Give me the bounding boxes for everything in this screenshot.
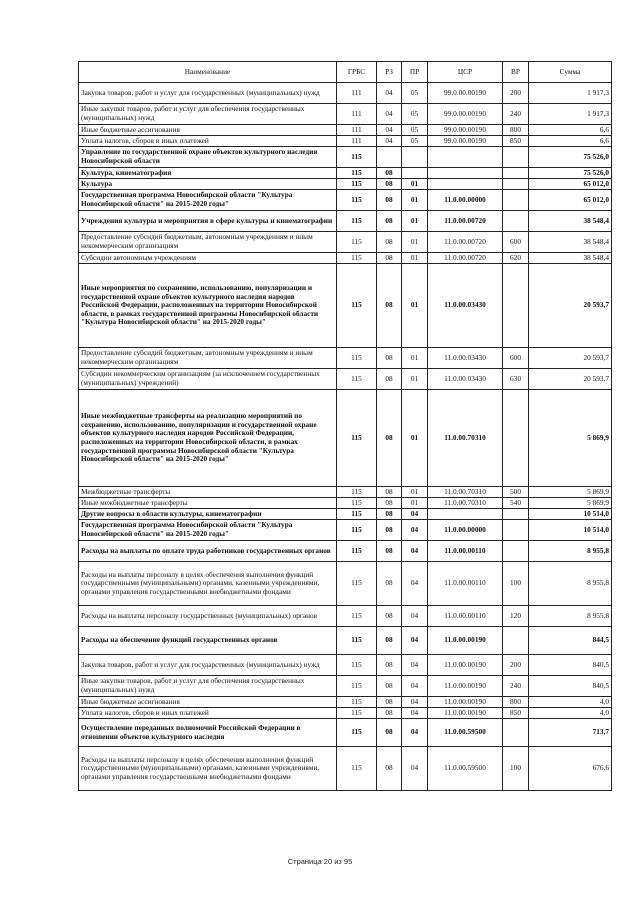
table-row [79, 627, 612, 655]
cell-pr: 04 [402, 655, 428, 676]
cell-vr: 240 [503, 676, 529, 697]
cell-pr: 04 [402, 562, 428, 606]
cell-sum: 4,0 [529, 708, 612, 719]
cell-sum: 676,6 [529, 747, 612, 791]
cell-vr [503, 168, 529, 179]
cell-csr: 11.0.00.03430 [428, 369, 503, 390]
cell-vr [503, 627, 529, 655]
cell-pr [402, 168, 428, 179]
table-row [79, 520, 612, 541]
table-row [79, 136, 612, 147]
cell-csr: 99.0.00.00190 [428, 125, 503, 136]
cell-name: Осуществление переданных полномочий Российской Федерации в отношении объектов культурного наследия [79, 719, 337, 747]
cell-sum: 5 869,9 [529, 487, 612, 498]
cell-csr: 11.0.00.00720 [428, 232, 503, 253]
cell-sum: 75 526,0 [529, 147, 612, 168]
cell-rz: 08 [377, 369, 402, 390]
cell-csr [428, 147, 503, 168]
cell-csr: 11.0.00.00190 [428, 697, 503, 708]
cell-sum: 6,6 [529, 136, 612, 147]
cell-sum: 1 917,3 [529, 104, 612, 125]
cell-name: Расходы на обеспечение функций государственных органов [79, 627, 337, 655]
cell-name: Учреждения культуры и мероприятия в сфере культуры и кинематографии [79, 211, 337, 232]
cell-csr: 11.0.00.00720 [428, 211, 503, 232]
cell-sum: 5 869,9 [529, 390, 612, 487]
cell-csr: 11.0.00.00110 [428, 606, 503, 627]
cell-csr: 99.0.00.00190 [428, 83, 503, 104]
cell-rz: 08 [377, 211, 402, 232]
table-row [79, 676, 612, 697]
cell-pr [402, 147, 428, 168]
cell-pr: 04 [402, 747, 428, 791]
cell-sum: 20 593,7 [529, 348, 612, 369]
cell-csr: 11.0.00.59500 [428, 747, 503, 791]
cell-grbs: 115 [337, 369, 377, 390]
cell-name: Предоставление субсидий бюджетным, автономным учреждениям и иным некоммерческим организациям [79, 348, 337, 369]
header-grbs: ГРБС [337, 62, 377, 83]
cell-grbs: 115 [337, 168, 377, 179]
cell-rz [377, 147, 402, 168]
table-row [79, 253, 612, 264]
cell-vr: 200 [503, 83, 529, 104]
cell-rz: 08 [377, 541, 402, 562]
cell-vr: 800 [503, 125, 529, 136]
cell-rz: 08 [377, 655, 402, 676]
cell-pr: 01 [402, 179, 428, 190]
cell-rz: 08 [377, 232, 402, 253]
table-row [79, 655, 612, 676]
cell-csr: 11.0.00.00000 [428, 190, 503, 211]
cell-vr [503, 390, 529, 487]
page-number: Страница 20 из 95 [287, 857, 353, 866]
cell-sum: 4,0 [529, 697, 612, 708]
cell-vr: 620 [503, 253, 529, 264]
cell-grbs: 111 [337, 125, 377, 136]
cell-csr [428, 509, 503, 520]
cell-pr: 04 [402, 627, 428, 655]
cell-vr: 800 [503, 697, 529, 708]
cell-csr: 11.0.00.70310 [428, 487, 503, 498]
cell-grbs: 115 [337, 264, 377, 348]
cell-vr: 600 [503, 232, 529, 253]
header-rz: РЗ [377, 62, 402, 83]
header-vr: ВР [503, 62, 529, 83]
cell-vr [503, 147, 529, 168]
cell-name: Закупка товаров, работ и услуг для государственных (муниципальных) нужд [79, 83, 337, 104]
table-row [79, 83, 612, 104]
budget-table [78, 61, 612, 791]
cell-rz: 08 [377, 697, 402, 708]
table-header-row [79, 62, 612, 83]
cell-vr [503, 719, 529, 747]
table-row [79, 211, 612, 232]
cell-csr [428, 179, 503, 190]
cell-grbs: 115 [337, 190, 377, 211]
cell-name: Иные мероприятия по сохранению, использованию, популяризации и государственной охране объектов культурного наследия народов Российской Федерации, расположенных на территории Новосибирской области, в рамках государственной программы Новосибирской области "Культура Новосибирской области" на 2015-2020 годы" [79, 264, 337, 348]
cell-name: Расходы на выплаты по оплате труда работников государственных органов [79, 541, 337, 562]
cell-name: Иные межбюджетные трансферты на реализацию мероприятий по сохранению, использованию, популяризации и государственной охране объектов культурного наследия народов Российской Федерации, расположенных на территории Новосибирской области, в рамках государственной программы Новосибирской области "Культура Новосибирской области" на 2015-2020 годы" [79, 390, 337, 487]
cell-grbs: 111 [337, 83, 377, 104]
cell-pr: 05 [402, 136, 428, 147]
cell-sum: 65 012,0 [529, 179, 612, 190]
cell-vr: 100 [503, 747, 529, 791]
cell-grbs: 115 [337, 627, 377, 655]
cell-sum: 8 955,8 [529, 606, 612, 627]
cell-pr: 01 [402, 253, 428, 264]
cell-vr: 850 [503, 708, 529, 719]
table-row [79, 264, 612, 348]
table-row [79, 606, 612, 627]
cell-vr [503, 541, 529, 562]
cell-pr: 01 [402, 390, 428, 487]
cell-pr: 01 [402, 232, 428, 253]
cell-name: Государственная программа Новосибирской области "Культура Новосибирской области" на 2015-2020 годы" [79, 190, 337, 211]
cell-name: Культура [79, 179, 337, 190]
header-name: Наименование [79, 62, 337, 83]
cell-pr: 01 [402, 348, 428, 369]
cell-rz: 04 [377, 104, 402, 125]
cell-vr: 240 [503, 104, 529, 125]
cell-vr: 850 [503, 136, 529, 147]
cell-name: Субсидии автономным учреждениям [79, 253, 337, 264]
cell-grbs: 115 [337, 541, 377, 562]
table-row [79, 562, 612, 606]
table-row [79, 179, 612, 190]
cell-grbs: 115 [337, 509, 377, 520]
cell-rz: 08 [377, 562, 402, 606]
cell-csr: 99.0.00.00190 [428, 104, 503, 125]
table-body [79, 83, 612, 791]
cell-pr: 01 [402, 190, 428, 211]
cell-sum: 8 955,8 [529, 541, 612, 562]
cell-pr: 01 [402, 498, 428, 509]
cell-name: Расходы на выплаты персоналу государственных (муниципальных) органов [79, 606, 337, 627]
table-row [79, 348, 612, 369]
cell-rz: 04 [377, 136, 402, 147]
cell-vr [503, 509, 529, 520]
cell-grbs: 115 [337, 697, 377, 708]
cell-sum: 10 514,0 [529, 520, 612, 541]
header-sum: Сумма [529, 62, 612, 83]
cell-vr [503, 264, 529, 348]
cell-rz: 08 [377, 719, 402, 747]
cell-csr: 11.0.00.00190 [428, 676, 503, 697]
cell-csr: 11.0.00.03430 [428, 264, 503, 348]
cell-grbs: 115 [337, 179, 377, 190]
cell-pr: 01 [402, 264, 428, 348]
cell-pr: 04 [402, 697, 428, 708]
cell-pr: 01 [402, 211, 428, 232]
table-row [79, 697, 612, 708]
table-row [79, 390, 612, 487]
cell-rz: 08 [377, 676, 402, 697]
cell-name: Иные бюджетные ассигнования [79, 697, 337, 708]
cell-rz: 08 [377, 190, 402, 211]
cell-grbs: 115 [337, 390, 377, 487]
cell-pr: 01 [402, 487, 428, 498]
cell-rz: 08 [377, 253, 402, 264]
table-row [79, 104, 612, 125]
table-row [79, 487, 612, 498]
table-row [79, 190, 612, 211]
cell-name: Уплата налогов, сборов и иных платежей [79, 136, 337, 147]
cell-name: Иные бюджетные ассигнования [79, 125, 337, 136]
cell-vr [503, 190, 529, 211]
cell-pr: 04 [402, 509, 428, 520]
cell-name: Расходы на выплаты персоналу в целях обеспечения выполнения функций государственными (муниципальными) органами, казенными учреждениями, органами управления государственными внебюджетными фондами [79, 747, 337, 791]
table-row [79, 509, 612, 520]
cell-rz: 08 [377, 487, 402, 498]
cell-grbs: 115 [337, 253, 377, 264]
cell-csr: 11.0.00.70310 [428, 498, 503, 509]
cell-csr: 11.0.00.00110 [428, 562, 503, 606]
cell-csr: 99.0.00.00190 [428, 136, 503, 147]
cell-grbs: 115 [337, 719, 377, 747]
cell-grbs: 115 [337, 606, 377, 627]
cell-vr: 100 [503, 562, 529, 606]
cell-rz: 04 [377, 125, 402, 136]
cell-sum: 844,5 [529, 627, 612, 655]
cell-grbs: 115 [337, 211, 377, 232]
cell-rz: 08 [377, 708, 402, 719]
cell-grbs: 115 [337, 520, 377, 541]
cell-name: Иные закупки товаров, работ и услуг для обеспечения государственных (муниципальных) нужд [79, 676, 337, 697]
cell-sum: 38 548,4 [529, 253, 612, 264]
cell-pr: 04 [402, 541, 428, 562]
cell-vr: 120 [503, 606, 529, 627]
cell-sum: 1 917,3 [529, 83, 612, 104]
cell-vr [503, 520, 529, 541]
cell-sum: 38 548,4 [529, 232, 612, 253]
cell-grbs: 115 [337, 348, 377, 369]
cell-sum: 75 526,0 [529, 168, 612, 179]
cell-pr: 04 [402, 676, 428, 697]
cell-sum: 840,5 [529, 676, 612, 697]
cell-rz: 08 [377, 606, 402, 627]
cell-sum: 38 548,4 [529, 211, 612, 232]
cell-csr [428, 168, 503, 179]
cell-rz: 08 [377, 520, 402, 541]
cell-sum: 840,5 [529, 655, 612, 676]
cell-name: Иные закупки товаров, работ и услуг для обеспечения государственных (муниципальных) нужд [79, 104, 337, 125]
cell-csr: 11.0.00.00190 [428, 655, 503, 676]
cell-rz: 08 [377, 509, 402, 520]
header-csr: ЦСР [428, 62, 503, 83]
cell-name: Другие вопросы в области культуры, кинематографии [79, 509, 337, 520]
cell-rz: 08 [377, 498, 402, 509]
cell-csr: 11.0.00.70310 [428, 390, 503, 487]
cell-name: Расходы на выплаты персоналу в целях обеспечения выполнения функций государственными (муниципальными) органами, казенными учреждениями, органами управления государственными внебюджетными фондами [79, 562, 337, 606]
cell-grbs: 115 [337, 655, 377, 676]
cell-grbs: 115 [337, 708, 377, 719]
cell-sum: 65 012,0 [529, 190, 612, 211]
table-row [79, 498, 612, 509]
table-row [79, 369, 612, 390]
cell-vr: 630 [503, 369, 529, 390]
cell-pr: 01 [402, 369, 428, 390]
cell-grbs: 115 [337, 487, 377, 498]
cell-grbs: 115 [337, 232, 377, 253]
table-row [79, 168, 612, 179]
cell-grbs: 115 [337, 498, 377, 509]
cell-sum: 20 593,7 [529, 369, 612, 390]
cell-grbs: 115 [337, 747, 377, 791]
cell-name: Иные межбюджетные трансферты [79, 498, 337, 509]
cell-rz: 08 [377, 168, 402, 179]
cell-pr: 05 [402, 125, 428, 136]
cell-csr: 11.0.00.00190 [428, 627, 503, 655]
cell-sum: 6,6 [529, 125, 612, 136]
cell-name: Культура, кинематография [79, 168, 337, 179]
cell-name: Уплата налогов, сборов и иных платежей [79, 708, 337, 719]
cell-name: Государственная программа Новосибирской области "Культура Новосибирской области" на 2015-2020 годы" [79, 520, 337, 541]
table-row [79, 708, 612, 719]
cell-csr: 11.0.00.00110 [428, 541, 503, 562]
table-row [79, 147, 612, 168]
cell-csr: 11.0.00.03430 [428, 348, 503, 369]
cell-name: Межбюджетные трансферты [79, 487, 337, 498]
cell-grbs: 111 [337, 136, 377, 147]
cell-rz: 08 [377, 390, 402, 487]
table-row [79, 541, 612, 562]
cell-rz: 04 [377, 83, 402, 104]
cell-name: Управление по государственной охране объектов культурного наследия Новосибирской области [79, 147, 337, 168]
cell-pr: 04 [402, 606, 428, 627]
cell-name: Субсидии некоммерческим организациям (за исключением государственных (муниципальных) учреждений) [79, 369, 337, 390]
cell-pr: 04 [402, 520, 428, 541]
cell-csr: 11.0.00.00190 [428, 708, 503, 719]
cell-rz: 08 [377, 627, 402, 655]
cell-pr: 04 [402, 708, 428, 719]
cell-sum: 8 955,8 [529, 562, 612, 606]
cell-sum: 20 593,7 [529, 264, 612, 348]
table-row [79, 125, 612, 136]
cell-rz: 08 [377, 348, 402, 369]
table-row [79, 747, 612, 791]
table-row [79, 719, 612, 747]
cell-sum: 713,7 [529, 719, 612, 747]
table-row [79, 232, 612, 253]
cell-grbs: 115 [337, 562, 377, 606]
cell-name: Предоставление субсидий бюджетным, автономным учреждениям и иным некоммерческим организациям [79, 232, 337, 253]
cell-grbs: 111 [337, 104, 377, 125]
cell-rz: 08 [377, 747, 402, 791]
cell-pr: 05 [402, 83, 428, 104]
cell-sum: 10 514,0 [529, 509, 612, 520]
cell-vr [503, 211, 529, 232]
cell-grbs: 115 [337, 147, 377, 168]
cell-vr [503, 179, 529, 190]
cell-pr: 04 [402, 719, 428, 747]
cell-csr: 11.0.00.00720 [428, 253, 503, 264]
cell-rz: 08 [377, 179, 402, 190]
cell-name: Закупка товаров, работ и услуг для государственных (муниципальных) нужд [79, 655, 337, 676]
cell-grbs: 115 [337, 676, 377, 697]
cell-rz: 08 [377, 264, 402, 348]
cell-vr: 500 [503, 487, 529, 498]
cell-csr: 11.0.00.59500 [428, 719, 503, 747]
cell-vr: 600 [503, 348, 529, 369]
cell-csr: 11.0.00.00000 [428, 520, 503, 541]
cell-vr: 540 [503, 498, 529, 509]
header-pr: ПР [402, 62, 428, 83]
cell-pr: 05 [402, 104, 428, 125]
cell-sum: 5 869,9 [529, 498, 612, 509]
cell-vr: 200 [503, 655, 529, 676]
